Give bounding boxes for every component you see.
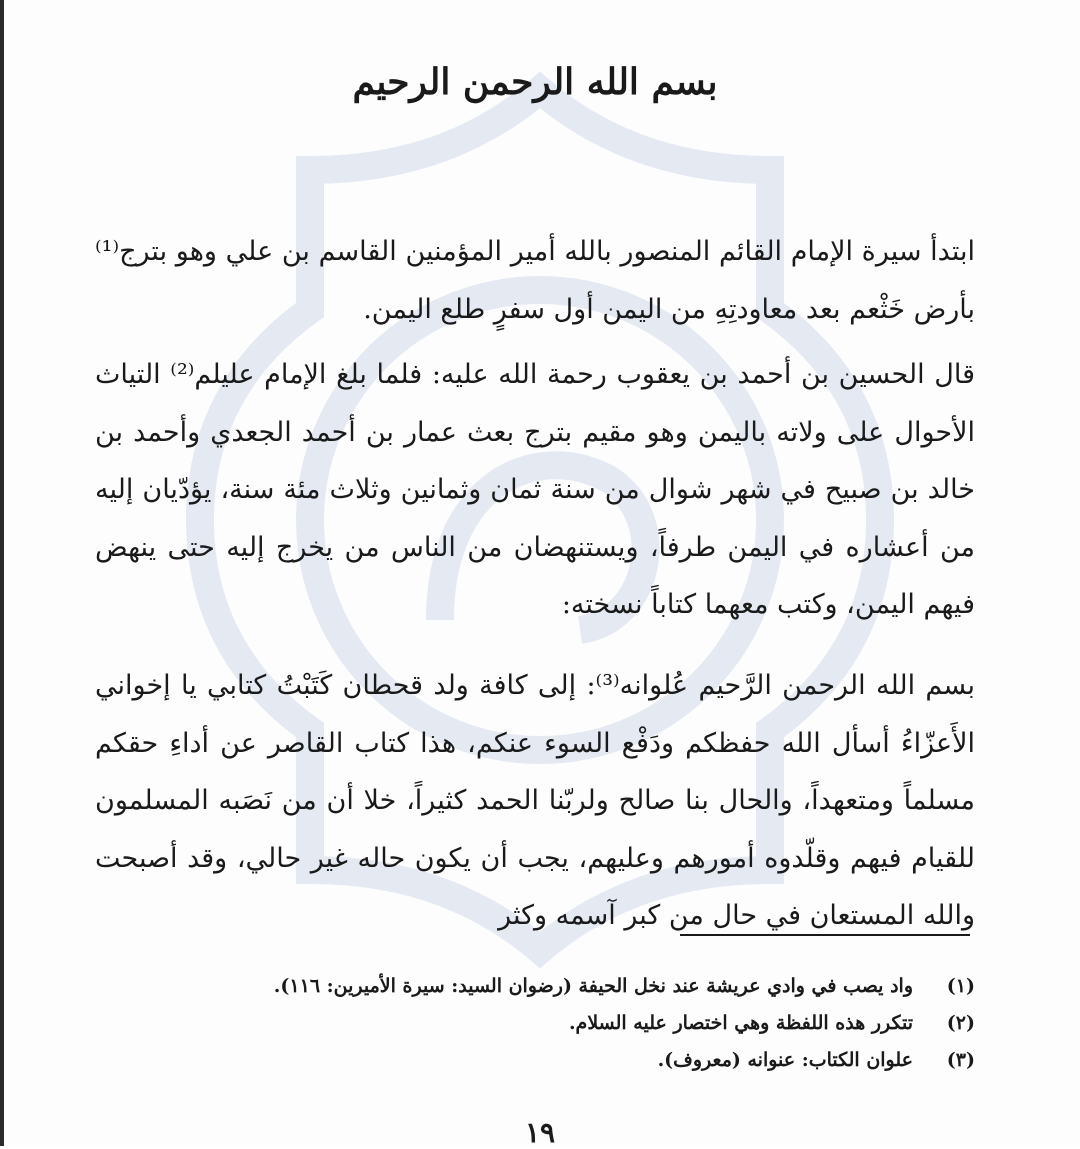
page-edge-shadow	[0, 0, 4, 1146]
footnote-3	[120, 1042, 975, 1079]
footnote-text: علوان الكتاب: عنوانه (معروف).	[657, 1049, 913, 1071]
footnote-text: واد يصب في وادي عريشة عند نخل الحيفة (رضوان السيد: سيرة الأميرين: ١١٦).	[273, 975, 913, 997]
page-number: ١٩	[524, 1116, 556, 1149]
paragraph-3: بسم الله الرحمن الرَّحيم عُلوانه⁽³⁾: إلى كافة ولد قحطان كَتَبْتُ كتابي يا إخواني الأَعزّاءُ أسأل الله حفظكم ودَفْع السوء عنكم، هذا كتاب القاصر عن أداءِ حقكم مسلماً ومتعهداً، والحال بنا صالح ولربّنا الحمد كثيراً، خلا أن من نَصَبه المسلمون للقيام فيهم وقلّدوه أمورهم وعليهم، يجب أن يكون حاله غير حالي، وقد أصبحت والله المستعان في حال من كبر آسمه وكثر	[95, 670, 975, 931]
footnote-divider	[680, 934, 970, 936]
footnotes	[120, 968, 975, 1079]
paragraph-1: ابتدأ سيرة الإمام القائم المنصور بالله أمير المؤمنين القاسم بن علي وهو بترج⁽¹⁾ بأرض خَثْعم بعد معاودتِهِ من اليمن أول سفرٍ طلع اليمن.	[95, 236, 975, 325]
paragraph-2: قال الحسين بن أحمد بن يعقوب رحمة الله عليه: فلما بلغ الإمام عليلم⁽²⁾ التياث الأحوال على ولاته باليمن وهو مقيم بترج بعث عمار بن أحمد الجعدي وأحمد بن خالد بن صبيح في شهر شوال من سنة ثمان وثمانين وثلاث مئة سنة، يؤدّيان إليه من أعشاره في اليمن طرفاً، ويستنهضان من الناس من يخرج إليه حتى ينهض فيهم اليمن، وكتب معهما كتاباً نسخته:	[95, 359, 975, 620]
page-heading: بسم الله الرحمن الرحيم	[352, 61, 718, 103]
footnote-2	[120, 1005, 975, 1042]
footnote-1	[120, 968, 975, 1005]
footnote-number: (٢)	[946, 1012, 975, 1034]
footnote-number: (١)	[946, 975, 975, 997]
footnote-number: (٣)	[946, 1049, 975, 1071]
footnote-text: تتكرر هذه اللفظة وهي اختصار عليه السلام.	[568, 1012, 913, 1034]
